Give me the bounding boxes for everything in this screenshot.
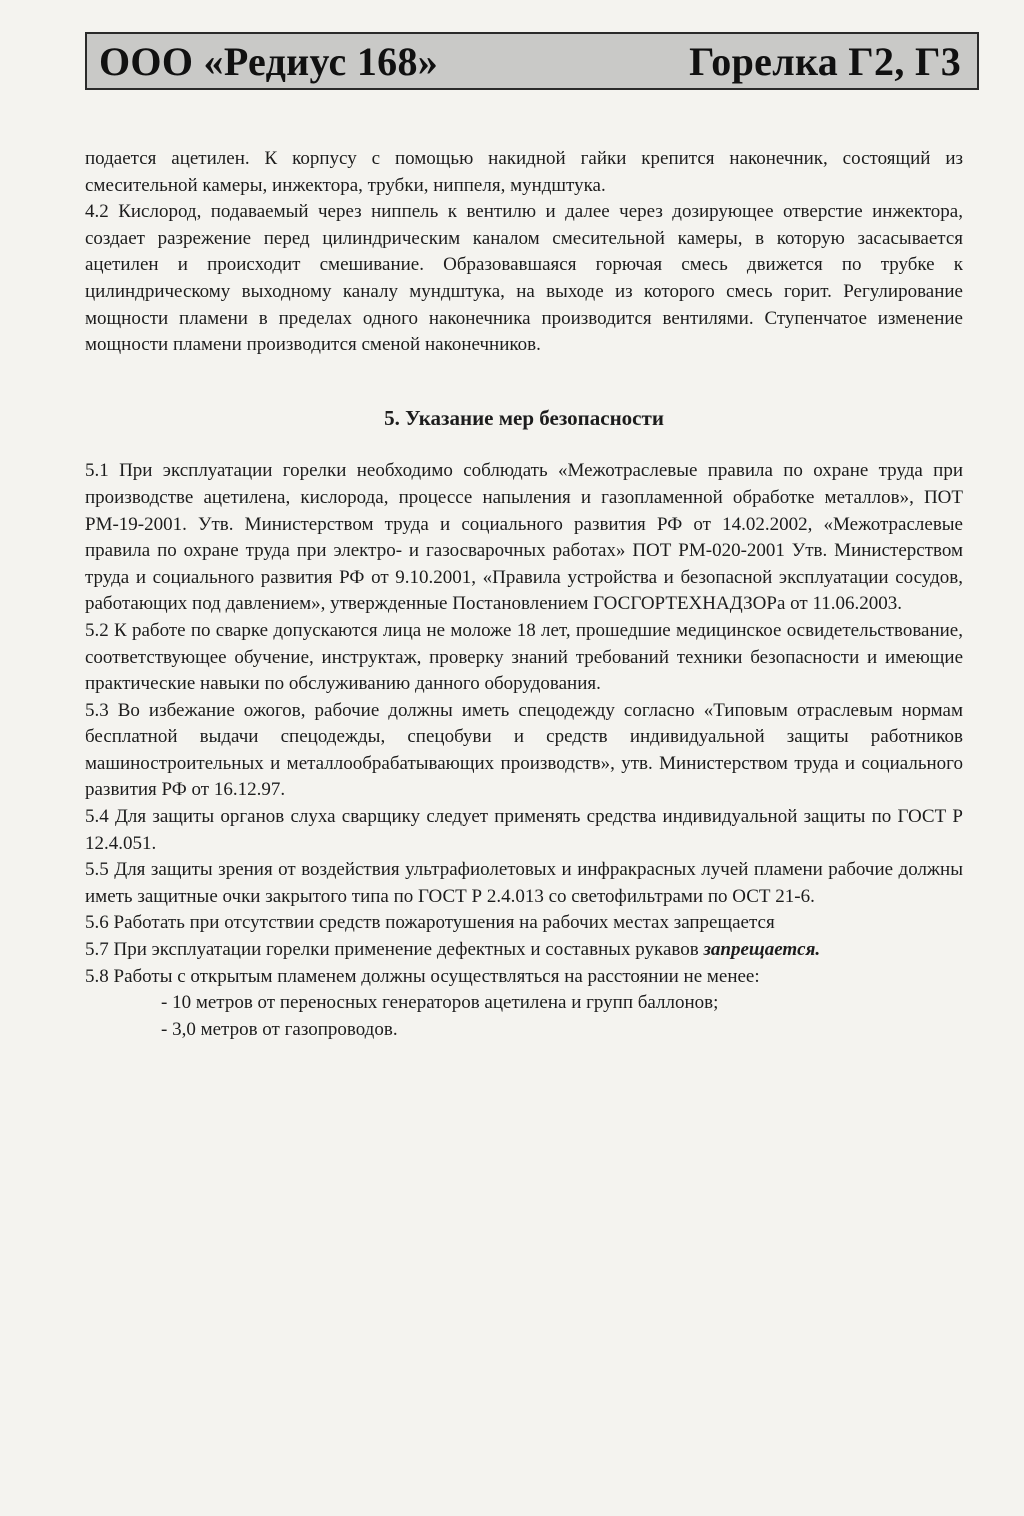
list-item: - 10 метров от переносных генераторов ацетилена и групп баллонов; — [161, 992, 719, 1014]
paragraph-5-7 — [85, 937, 963, 964]
section-title: 5. Указание мер безопасности — [384, 405, 664, 430]
paragraph-4-1-continuation: подается ацетилен. К корпусу с помощью накидной гайки крепится наконечник, состоящий из смесительной камеры, инжектора, трубки, ниппеля, мундштука. — [85, 148, 963, 196]
document-body — [85, 146, 963, 1043]
page-header — [85, 32, 979, 90]
paragraph-5-3: 5.3 Во избежание ожогов, рабочие должны иметь спецодежду согласно «Типовым отраслевым нормам бесплатной выдачи спецодежды, спецобуви и средств индивидуальной защиты работников машиностроительных и металлообрабатывающих производств», утв. Министерством труда и социального развития РФ от 16.12.97. — [85, 699, 963, 801]
paragraph-5-6: 5.6 Работать при отсутствии средств пожаротушения на рабочих местах запрещается — [85, 912, 775, 934]
product-name: Горелка Г2, Г3 — [689, 38, 961, 84]
paragraph-5-8: 5.8 Работы с открытым пламенем должны осуществляться на расстоянии не менее: — [85, 965, 760, 987]
paragraph-5-1: 5.1 При эксплуатации горелки необходимо соблюдать «Межотраслевые правила по охране труда при производстве ацетилена, кислорода, процессе напыления и газопламенной обработке металлов», ПОТ РМ-19-2001. Утв. Министерством труда и социального развития РФ от 14.02.2002, «Межотраслевые правила по охране труда при электро- и газосварочных работах» ПОТ РМ-020-2001 Утв. Министерством труда и социального развития РФ от 9.10.2001, «Правила устройства и безопасной эксплуатации сосудов, работающих под давлением», утвержденные Постановлением ГОСГОРТЕХНАДЗОРа от 11.06.2003. — [85, 460, 963, 615]
company-name: ООО «Редиус 168» — [99, 38, 439, 84]
list-item: - 3,0 метров от газопроводов. — [161, 1018, 398, 1040]
paragraph-4-2: 4.2 Кислород, подаваемый через ниппель к вентилю и далее через дозирующее отверстие инжектора, создает разрежение перед цилиндрическим каналом смесительной камеры, в которую засасывается ацетилен и происходит смешивание. Образовавшаяся горючая смесь движется по трубке к цилиндрическому выходному каналу мундштука, на выходе из которого смесь горит. Регулирование мощности пламени в пределах одного наконечника производится вентилями. Ступенчатое изменение мощности пламени производится сменой наконечников. — [85, 201, 963, 356]
paragraph-5-7-text: 5.7 При эксплуатации горелки применение дефектных и составных рукавов — [85, 939, 699, 961]
paragraph-5-4: 5.4 Для защиты органов слуха сварщику следует применять средства индивидуальной защиты по ГОСТ Р 12.4.051. — [85, 806, 963, 854]
paragraph-5-7-emphasis: запрещается. — [703, 939, 821, 961]
paragraph-5-2: 5.2 К работе по сварке допускаются лица не моложе 18 лет, прошедшие медицинское освидетельствование, соответствующее обучение, инструктаж, проверку знаний требований техники безопасности и имеющие практические навыки по обслуживанию данного оборудования. — [85, 619, 963, 695]
paragraph-5-5: 5.5 Для защиты зрения от воздействия ультрафиолетовых и инфракрасных лучей пламени рабочие должны иметь защитные очки закрытого типа по ГОСТ Р 2.4.013 со светофильтрами по ОСТ 21-6. — [85, 859, 963, 907]
